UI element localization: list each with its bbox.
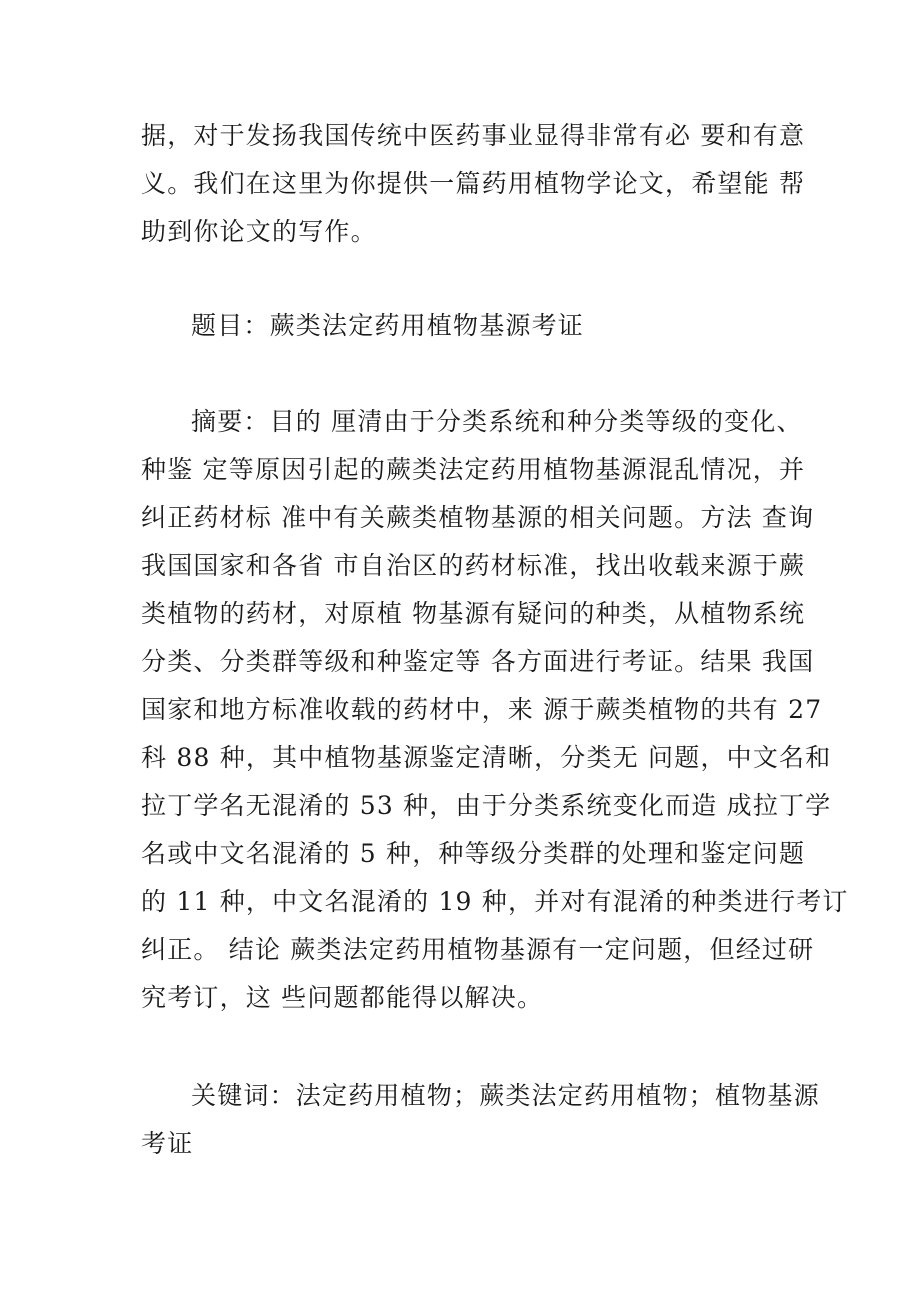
paper-title: 题目：蕨类法定药用植物基源考证 bbox=[191, 311, 585, 340]
abstract-line: 国家和地方标准收载的药材中，来 源于蕨类植物的共有 27 bbox=[141, 695, 823, 724]
abstract-line: 种鉴 定等原因引起的蕨类法定药用植物基源混乱情况，并 bbox=[141, 455, 806, 484]
intro-paragraph bbox=[141, 112, 806, 256]
abstract-line: 科 88 种，其中植物基源鉴定清晰，分类无 问题，中文名和 bbox=[141, 743, 832, 772]
keywords-line: 考证 bbox=[141, 1129, 194, 1158]
abstract-line: 纠正药材标 准中有关蕨类植物基源的相关问题。方法 查询 bbox=[141, 503, 815, 532]
intro-line: 据，对于发扬我国传统中医药事业显得非常有必 要和有意 bbox=[141, 121, 806, 150]
intro-line: 义。我们在这里为你提供一篇药用植物学论文，希望能 帮 bbox=[141, 169, 806, 198]
abstract-paragraph bbox=[141, 398, 849, 1022]
abstract-line: 分类、分类群等级和种鉴定等 各方面进行考证。结果 我国 bbox=[141, 647, 815, 676]
abstract-line: 的 11 种，中文名混淆的 19 种，并对有混淆的种类进行考订 bbox=[141, 887, 849, 916]
title-paragraph bbox=[141, 302, 791, 350]
abstract-line: 究考订，这 些问题都能得以解决。 bbox=[141, 983, 544, 1012]
abstract-line: 摘要：目的 厘清由于分类系统和种分类等级的变化、 bbox=[191, 407, 803, 436]
abstract-line: 纠正。 结论 蕨类法定药用植物基源有一定问题，但经过研 bbox=[141, 935, 815, 964]
keywords-paragraph bbox=[141, 1072, 820, 1168]
keywords-line: 关键词：法定药用植物；蕨类法定药用植物；植物基源 bbox=[191, 1081, 820, 1110]
abstract-line: 类植物的药材，对原植 物基源有疑问的种类，从植物系统 bbox=[141, 599, 806, 628]
intro-line: 助到你论文的写作。 bbox=[141, 217, 377, 246]
abstract-line: 拉丁学名无混淆的 53 种，由于分类系统变化而造 成拉丁学 bbox=[141, 791, 832, 820]
abstract-line: 名或中文名混淆的 5 种，种等级分类群的处理和鉴定问题 bbox=[141, 839, 806, 868]
abstract-line: 我国国家和各省 市自治区的药材标准，找出收载来源于蕨 bbox=[141, 551, 806, 580]
